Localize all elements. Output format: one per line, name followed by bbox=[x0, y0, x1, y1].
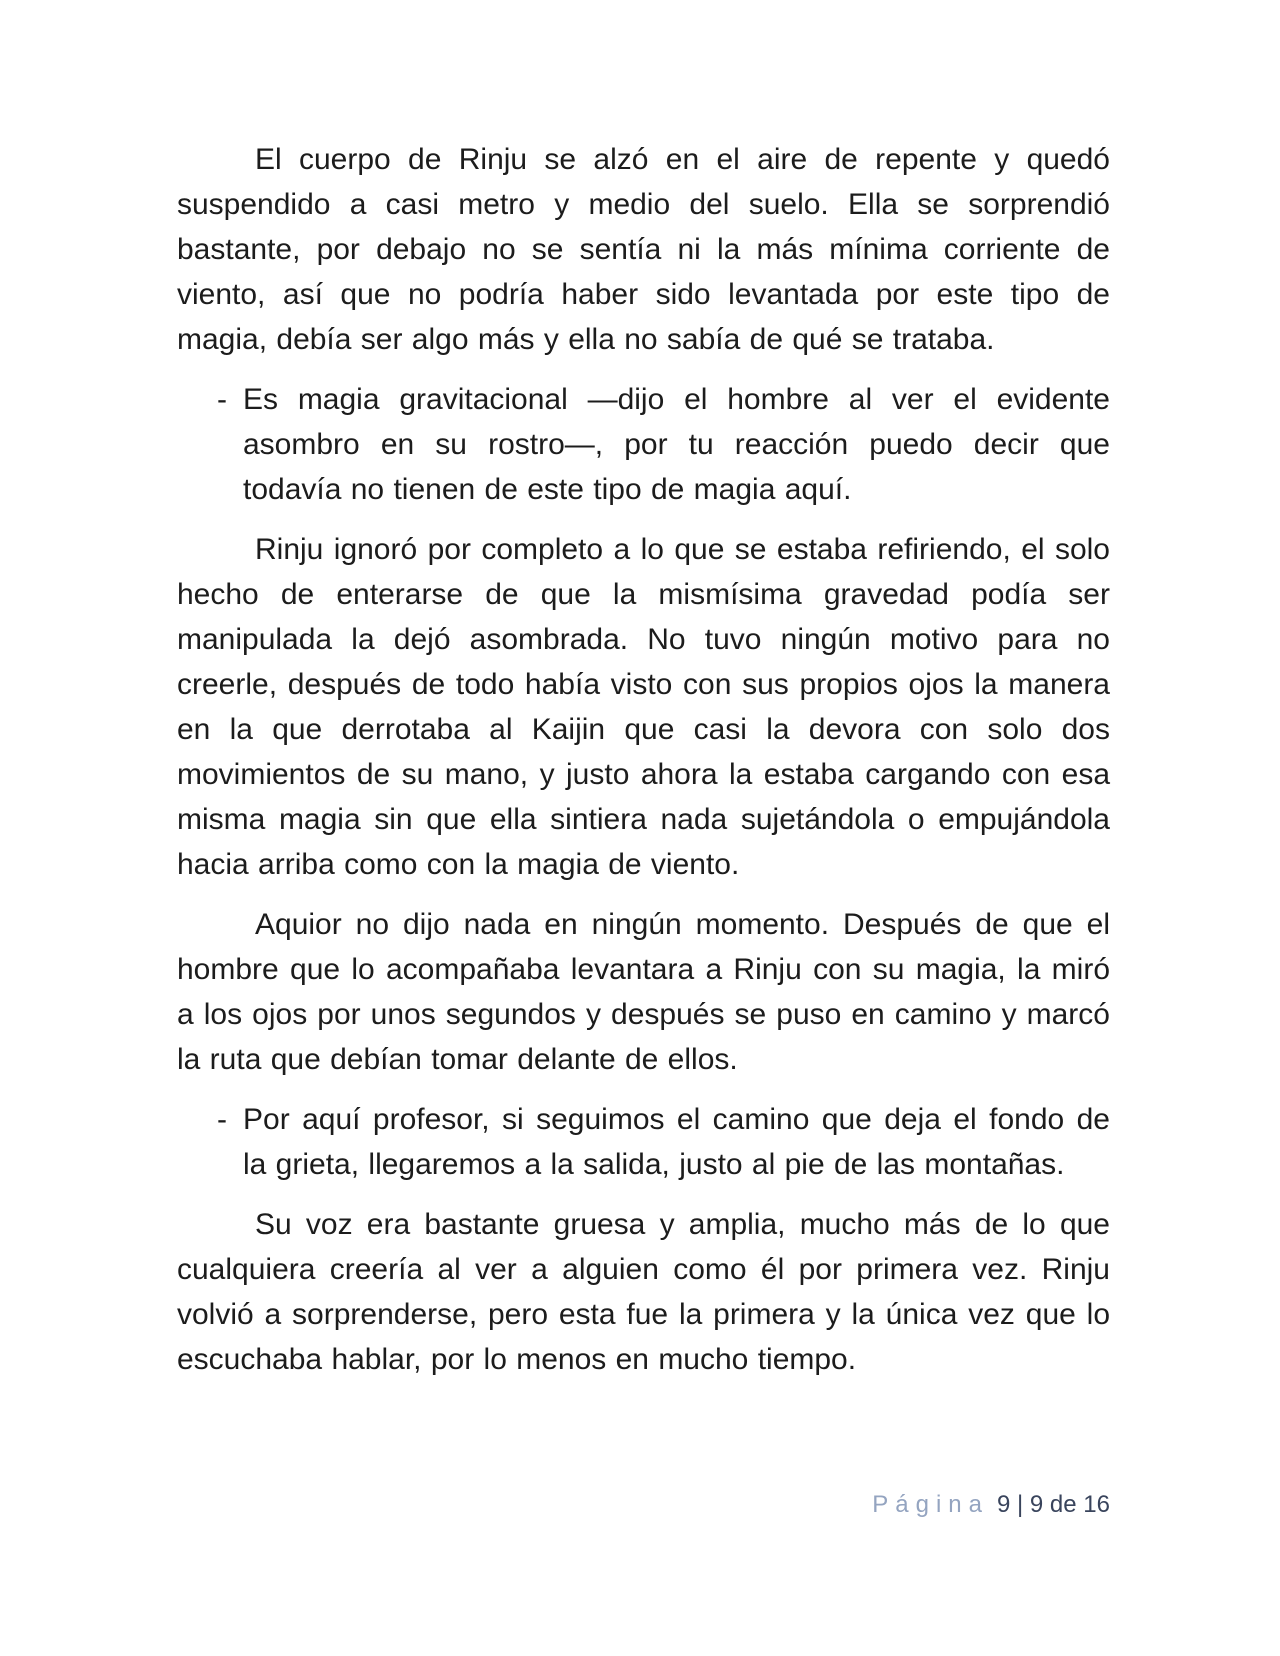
dialogue-paragraph bbox=[177, 377, 1110, 512]
text-line: asombro en su rostro—, por tu reacción puedo decir que bbox=[243, 428, 1110, 461]
bullet-marker: - bbox=[217, 1103, 227, 1136]
footer-page-label: Página bbox=[872, 1491, 989, 1518]
text-line: Su voz era bastante gruesa y amplia, mucho más de lo que bbox=[255, 1208, 1110, 1241]
text-line: en la que derrotaba al Kaijin que casi la devora con solo dos bbox=[177, 713, 1110, 746]
page-footer bbox=[177, 1490, 1110, 1520]
text-line: hecho de enterarse de que la mismísima gravedad podía ser bbox=[177, 578, 1110, 611]
dialogue-paragraph bbox=[177, 1097, 1110, 1187]
body-paragraph bbox=[177, 527, 1110, 887]
bullet-marker: - bbox=[217, 383, 227, 416]
text-line: manipulada la dejó asombrada. No tuvo ningún motivo para no bbox=[177, 623, 1110, 656]
text-line: hacia arriba como con la magia de viento. bbox=[177, 848, 740, 881]
body-paragraph bbox=[177, 137, 1110, 362]
footer-page-info: 9 | 9 de 16 bbox=[997, 1491, 1110, 1518]
text-line: escuchaba hablar, por lo menos en mucho tiempo. bbox=[177, 1343, 857, 1376]
text-line: la ruta que debían tomar delante de ellos. bbox=[177, 1043, 738, 1076]
text-line: creerle, después de todo había visto con sus propios ojos la manera bbox=[177, 668, 1110, 701]
document-body bbox=[177, 137, 1110, 1397]
text-line: movimientos de su mano, y justo ahora la estaba cargando con esa bbox=[177, 758, 1110, 791]
body-paragraph bbox=[177, 1202, 1110, 1382]
text-line: cualquiera creería al ver a alguien como él por primera vez. Rinju bbox=[177, 1253, 1110, 1286]
text-line: suspendido a casi metro y medio del suelo. Ella se sorprendió bbox=[177, 188, 1110, 221]
text-line: a los ojos por unos segundos y después se puso en camino y marcó bbox=[177, 998, 1110, 1031]
text-line: todavía no tienen de este tipo de magia aquí. bbox=[243, 473, 852, 506]
text-line: misma magia sin que ella sintiera nada sujetándola o empujándola bbox=[177, 803, 1110, 836]
text-line: hombre que lo acompañaba levantara a Rinju con su magia, la miró bbox=[177, 953, 1110, 986]
text-line: la grieta, llegaremos a la salida, justo al pie de las montañas. bbox=[243, 1148, 1065, 1181]
text-line: bastante, por debajo no se sentía ni la más mínima corriente de bbox=[177, 233, 1110, 266]
text-line: volvió a sorprenderse, pero esta fue la primera y la única vez que lo bbox=[177, 1298, 1110, 1331]
text-line: viento, así que no podría haber sido levantada por este tipo de bbox=[177, 278, 1110, 311]
text-line: Rinju ignoró por completo a lo que se estaba refiriendo, el solo bbox=[255, 533, 1110, 566]
text-line: El cuerpo de Rinju se alzó en el aire de repente y quedó bbox=[255, 143, 1110, 176]
body-paragraph bbox=[177, 902, 1110, 1082]
text-line: magia, debía ser algo más y ella no sabía de qué se trataba. bbox=[177, 323, 995, 356]
text-line: Es magia gravitacional —dijo el hombre al ver el evidente bbox=[243, 383, 1110, 416]
text-line: Aquior no dijo nada en ningún momento. Después de que el bbox=[255, 908, 1110, 941]
text-line: Por aquí profesor, si seguimos el camino que deja el fondo de bbox=[243, 1103, 1110, 1136]
